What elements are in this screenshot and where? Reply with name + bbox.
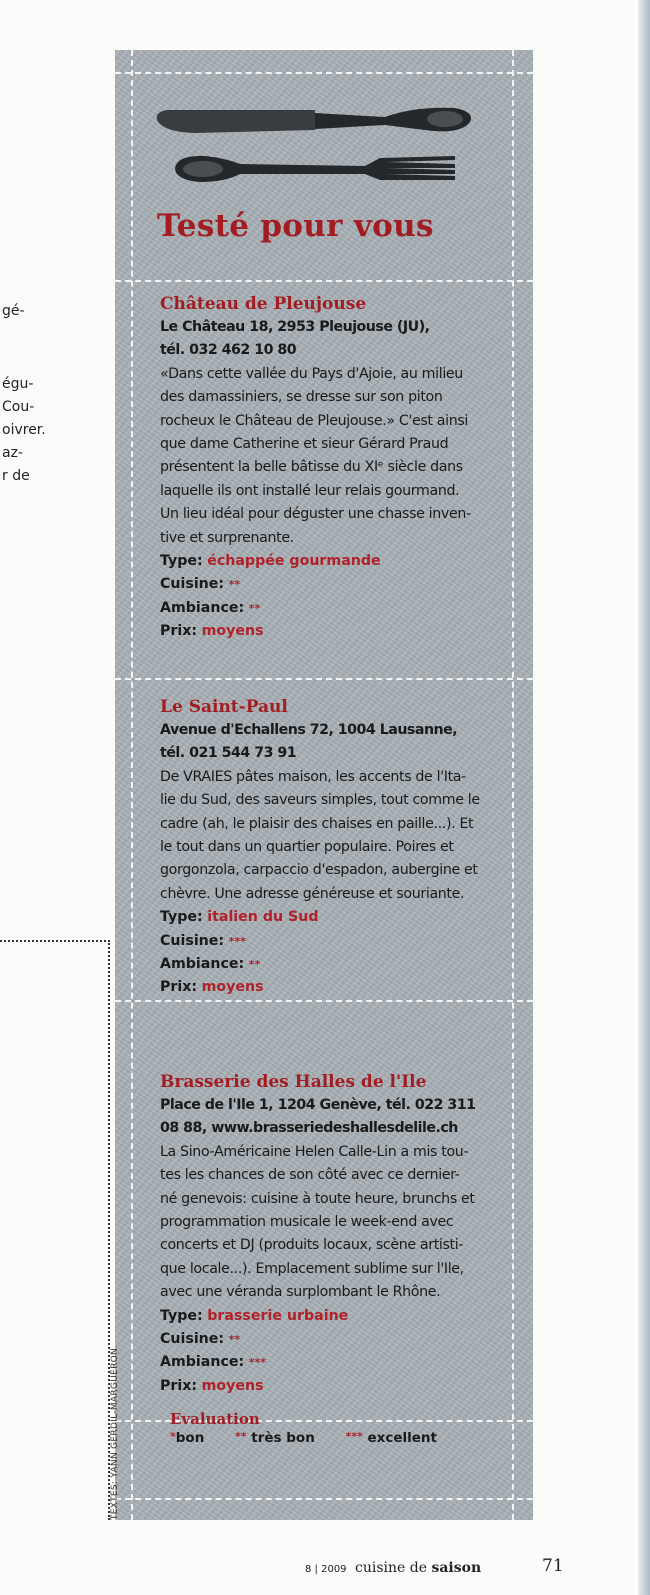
- adjacent-page-edge: [638, 0, 650, 1595]
- prix-label: Prix:: [160, 979, 198, 996]
- type-label: Type:: [160, 1307, 203, 1324]
- description-line: concerts et DJ (produits locaux, scène artisti-: [160, 1237, 464, 1254]
- description-line: lie du Sud, des saveurs simples, tout comme le: [160, 792, 480, 809]
- ambiance-label: Ambiance:: [160, 1354, 245, 1371]
- dashed-divider: [131, 50, 133, 1520]
- prix-value: moyens: [201, 1377, 264, 1394]
- restaurant-entry: [160, 1070, 515, 1398]
- dotted-frame: [0, 940, 110, 1520]
- description-line: né genevois: cuisine à toute heure, brunchs et: [160, 1190, 475, 1207]
- cuisine-label: Cuisine:: [160, 932, 225, 949]
- left-column-fragment: gé-: [2, 303, 25, 319]
- description-line: chèvre. Une adresse généreuse et souriante.: [160, 885, 465, 902]
- ambiance-rating-stars: ***: [248, 1356, 266, 1370]
- left-column-fragment: r de: [2, 468, 30, 484]
- type-row: [160, 1305, 515, 1328]
- description-line: le tout dans un quartier populaire. Poires et: [160, 839, 454, 856]
- cuisine-row: [160, 1328, 515, 1351]
- restaurant-name: Le Saint-Paul: [160, 697, 288, 717]
- ambiance-row: [160, 597, 515, 620]
- left-column-fragment: oivrer.: [2, 422, 46, 438]
- legend-stars: *: [170, 1430, 176, 1443]
- legend-item: [170, 1430, 204, 1446]
- left-column-fragment: égu-: [2, 376, 34, 392]
- type-row: [160, 906, 515, 929]
- cuisine-rating-stars: **: [228, 1333, 241, 1347]
- restaurant-address: Avenue d'Echallens 72, 1004 Lausanne,: [160, 722, 458, 738]
- type-value: brasserie urbaine: [207, 1307, 349, 1324]
- dashed-divider: [115, 72, 533, 74]
- dashed-divider: [115, 1498, 533, 1500]
- legend-stars: **: [235, 1430, 247, 1443]
- restaurant-entry: [160, 292, 515, 644]
- ambiance-label: Ambiance:: [160, 956, 245, 973]
- description-line: cadre (ah, le plaisir des chaises en paille...). Et: [160, 815, 474, 832]
- knife-and-fork-icon: [155, 100, 485, 200]
- ambiance-label: Ambiance:: [160, 599, 245, 616]
- description-line: que dame Catherine et sieur Gérard Praud: [160, 436, 449, 453]
- description-line: «Dans cette vallée du Pays d'Ajoie, au milieu: [160, 365, 463, 382]
- ambiance-row: [160, 1351, 515, 1374]
- magazine-name-bold: saison: [431, 1560, 482, 1576]
- restaurant-address: Place de l'Ile 1, 1204 Genève, tél. 022 311: [160, 1097, 476, 1113]
- restaurant-entry: [160, 695, 515, 1000]
- dashed-divider: [115, 280, 533, 282]
- author-credit: TEXTES: YANN GERDIL-MARGUERON: [110, 1347, 120, 1520]
- restaurant-address: Le Château 18, 2953 Pleujouse (JU),: [160, 319, 430, 335]
- type-row: [160, 550, 515, 573]
- description-line: La Sino-Américaine Helen Calle-Lin a mis tou-: [160, 1143, 469, 1160]
- restaurant-phone: tél. 032 462 10 80: [160, 342, 297, 359]
- page-footer: [305, 1560, 481, 1576]
- left-column-fragment: Cou-: [2, 399, 35, 415]
- ambiance-row: [160, 953, 515, 976]
- description-line: avec une véranda surplombant le Rhône.: [160, 1284, 441, 1301]
- page-number: 71: [542, 1556, 564, 1576]
- ambiance-rating-stars: **: [248, 601, 261, 615]
- cuisine-label: Cuisine:: [160, 576, 225, 593]
- description-line: De VRAIES pâtes maison, les accents de l'Ita-: [160, 768, 466, 785]
- fork-icon: [175, 156, 455, 182]
- rating-legend: [170, 1430, 463, 1446]
- panel-title: Testé pour vous: [157, 208, 434, 244]
- cuisine-row: [160, 573, 515, 596]
- restaurant-phone: tél. 021 544 73 91: [160, 745, 297, 762]
- type-label: Type:: [160, 553, 203, 570]
- evaluation-heading: Evaluation: [170, 1410, 260, 1428]
- description-line: que locale...). Emplacement sublime sur l'Ile,: [160, 1260, 464, 1277]
- cuisine-rating-stars: ***: [228, 934, 246, 948]
- description-line: Un lieu idéal pour déguster une chasse inven-: [160, 506, 471, 523]
- dashed-divider: [115, 678, 533, 680]
- prix-label: Prix:: [160, 1377, 198, 1394]
- restaurant-phone-website: 08 88, www.brasseriedeshallesdelile.ch: [160, 1120, 458, 1137]
- evaluation-legend: [170, 1410, 463, 1446]
- description-line: présentent la belle bâtisse du XIᵉ siècle dans: [160, 459, 463, 476]
- issue-number: 8 | 2009: [305, 1564, 347, 1575]
- prix-row: [160, 1375, 515, 1398]
- description-line: des damassiniers, se dresse sur son piton: [160, 389, 443, 406]
- description-line: gorgonzola, carpaccio d'espadon, aubergine et: [160, 862, 478, 879]
- magazine-name: cuisine de: [355, 1560, 427, 1576]
- legend-label: bon: [175, 1430, 205, 1446]
- legend-item: [235, 1430, 315, 1446]
- left-column-fragment: az-: [2, 445, 23, 461]
- description-line: programmation musicale le week-end avec: [160, 1214, 454, 1231]
- prix-label: Prix:: [160, 623, 198, 640]
- type-value: échappée gourmande: [207, 553, 381, 570]
- legend-label: très bon: [251, 1430, 315, 1446]
- legend-item: [346, 1430, 437, 1446]
- dashed-divider: [115, 1000, 533, 1002]
- type-value: italien du Sud: [207, 909, 319, 926]
- ambiance-rating-stars: **: [248, 958, 261, 972]
- restaurant-name: Château de Pleujouse: [160, 294, 367, 314]
- legend-label: excellent: [367, 1430, 437, 1446]
- restaurant-name: Brasserie des Halles de l'Ile: [160, 1072, 427, 1092]
- cuisine-rating-stars: **: [228, 578, 241, 592]
- description-line: laquelle ils ont installé leur relais gourmand.: [160, 482, 460, 499]
- prix-value: moyens: [201, 979, 264, 996]
- description-line: tive et surprenante.: [160, 529, 294, 546]
- prix-row: [160, 976, 515, 999]
- type-label: Type:: [160, 909, 203, 926]
- description-line: rocheux le Château de Pleujouse.» C'est ainsi: [160, 412, 468, 429]
- cuisine-row: [160, 930, 515, 953]
- cuisine-label: Cuisine:: [160, 1331, 225, 1348]
- description-line: tes les chances de son côté avec ce dernier-: [160, 1167, 460, 1184]
- knife-icon: [157, 108, 471, 133]
- prix-row: [160, 620, 515, 643]
- legend-stars: ***: [345, 1430, 363, 1443]
- prix-value: moyens: [201, 623, 264, 640]
